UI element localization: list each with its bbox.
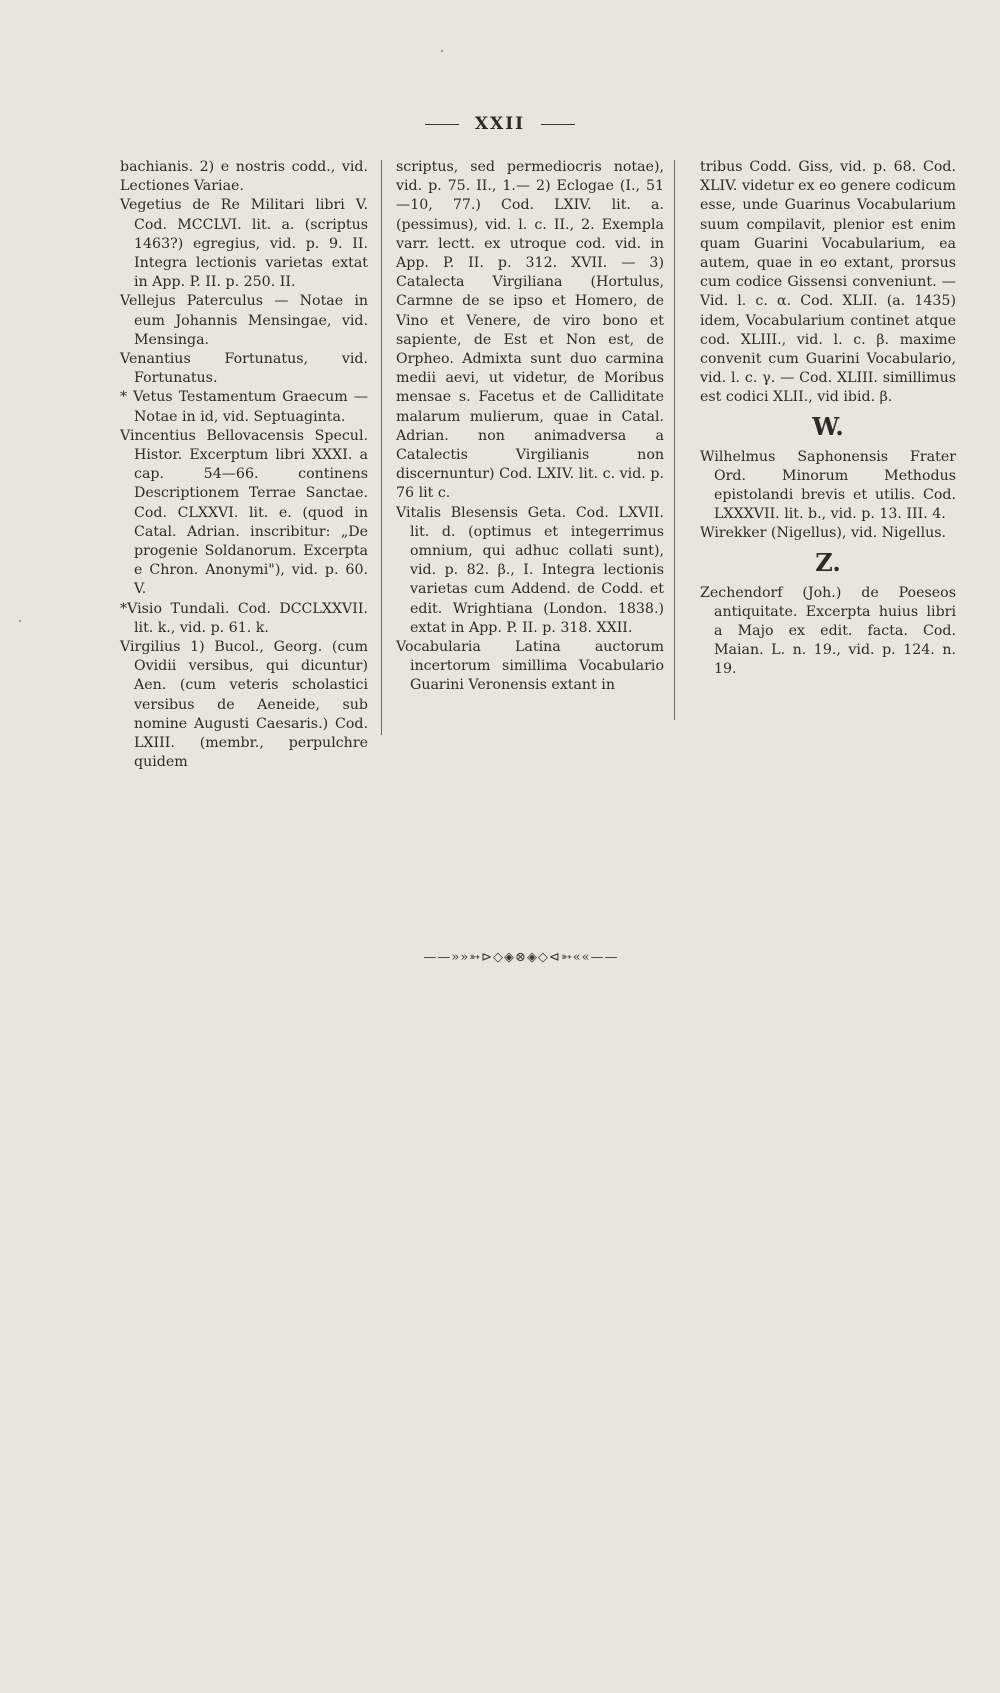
column-2: [396, 158, 664, 696]
paper-speck: [441, 50, 443, 52]
entry-virgilius-cont: scriptus, sed permediocris notae), vid. p. 75. II., 1.— 2) Eclogae (I., 51—10, 77.) Cod. LXIV. lit. a. (pessimus), vid. l. c. II., 2. Exempla varr. lectt. ex utroque cod. vid. in App. P. II. p. 312. XVII. — 3) Catalecta Virgiliana (Hortulus, Carmne de se ipso et Homero, de Vino et Venere, de viro bono et sapiente, de Est et Non est, de Orpheo. Admixta sunt duo carmina medii aevi, ut videtur, de Moribus mensae s. Facetus et de Calliditate malarum mulierum, quae in Catal. Adrian. non animadversa a Catalectis Virgilianis non discernuntur) Cod. LXIV. lit. c. vid. p. 76 lit c.: [396, 159, 664, 502]
header-dash-left: [425, 124, 459, 125]
entry-vocabularia-cont: tribus Codd. Giss, vid. p. 68. Cod. XLIV. videtur ex eo genere codicum esse, unde Guarinus Vocabularium suum compilavit, plenior est enim quam Guarini Vocabularium, ea autem, quae in eo extant, prorsus cum codice Gissensi conveniunt. — Vid. l. c. α. Cod. XLII. (a. 1435) idem, Vocabularium continet atque cod. XLIII., vid. l. c. β. maxime convenit cum Guarini Vocabulario, vid. l. c. γ. — Cod. XLIII. simillimus est codici XLII., vid ibid. β.: [700, 159, 956, 406]
entry-vitalis: Vitalis Blesensis Geta. Cod. LXVII. lit. d. (optimus et integerrimus omnium, qui adhuc collati sunt), vid. p. 82. β., I. Integra lectionis varietas cum Addend. de Codd. et edit. Wrightiana (London. 1838.) extat in App. P. II. p. 318. XXII.: [396, 504, 664, 636]
tailpiece-ornament: ——»»➳⊳◇◈⊗◈◇⊲➳««——: [423, 950, 619, 965]
entry-vetus-testamentum: * Vetus Testamentum Graecum — Notae in id, vid. Septuaginta.: [120, 389, 368, 425]
column-3: [700, 158, 956, 680]
column-rule-left: [381, 160, 382, 735]
entry-vegetius: Vegetius de Re Militari libri V. Cod. MCCLVI. lit. a. (scriptus 1463?) egregius, vid. p. 9. II. Integra lectionis varietas extat in App. P. II. p. 250. II.: [120, 197, 368, 291]
entry-vocabularia: Vocabularia Latina auctorum incertorum simillima Vocabulario Guarini Veronensis extant in: [396, 639, 664, 694]
entry-vincentius: Vincentius Bellovacensis Specul. Histor. Excerptum libri XXXI. a cap. 54—66. continens Descriptionem Terrae Sanctae. Cod. CLXXVI. lit. e. (quod in Catal. Adrian. inscribitur: „De progenie Soldanorum. Excerpta e Chron. Anonymi"), vid. p. 60. V.: [120, 427, 368, 598]
entry-zechendorf: Zechendorf (Joh.) de Poeseos antiquitate. Excerpta huius libri a Majo ex edit. facta. Cod. Maian. L. n. 19., vid. p. 124. n. 19.: [700, 584, 956, 678]
paper-speck: [19, 620, 21, 622]
section-letter-w: W.: [812, 411, 844, 441]
section-letter-z: Z.: [815, 547, 841, 577]
entry-virgilius: Virgilius 1) Bucol., Georg. (cum Ovidii versibus, qui dicuntur) Aen. (cum veteris scholastici versibus de Aeneide, sub nomine Augusti Caesaris.) Cod. LXIII. (membr., perpulchre quidem: [120, 639, 368, 771]
entry-visio-tundali: *Visio Tundali. Cod. DCCLXXVII. lit. k., vid. p. 61. k.: [120, 600, 368, 636]
entry-wirekker: Wirekker (Nigellus), vid. Nigellus.: [700, 525, 947, 542]
page-header: [0, 114, 1000, 134]
entry-bachianis: bachianis. 2) e nostris codd., vid. Lectiones Variae.: [120, 159, 368, 195]
column-rule-right: [674, 160, 675, 720]
entry-venantius: Venantius Fortunatus, vid. Fortunatus.: [120, 351, 368, 387]
column-1: [120, 158, 368, 773]
entry-wilhelmus: Wilhelmus Saphonensis Frater Ord. Minorum Methodus epistolandi brevis et utilis. Cod. LXXXVII. lit. b., vid. p. 13. III. 4.: [700, 448, 956, 523]
page-number: XXII: [474, 114, 526, 134]
entry-vellejus: Vellejus Paterculus — Notae in eum Johannis Mensingae, vid. Mensinga.: [120, 293, 368, 348]
header-dash-right: [541, 124, 575, 125]
